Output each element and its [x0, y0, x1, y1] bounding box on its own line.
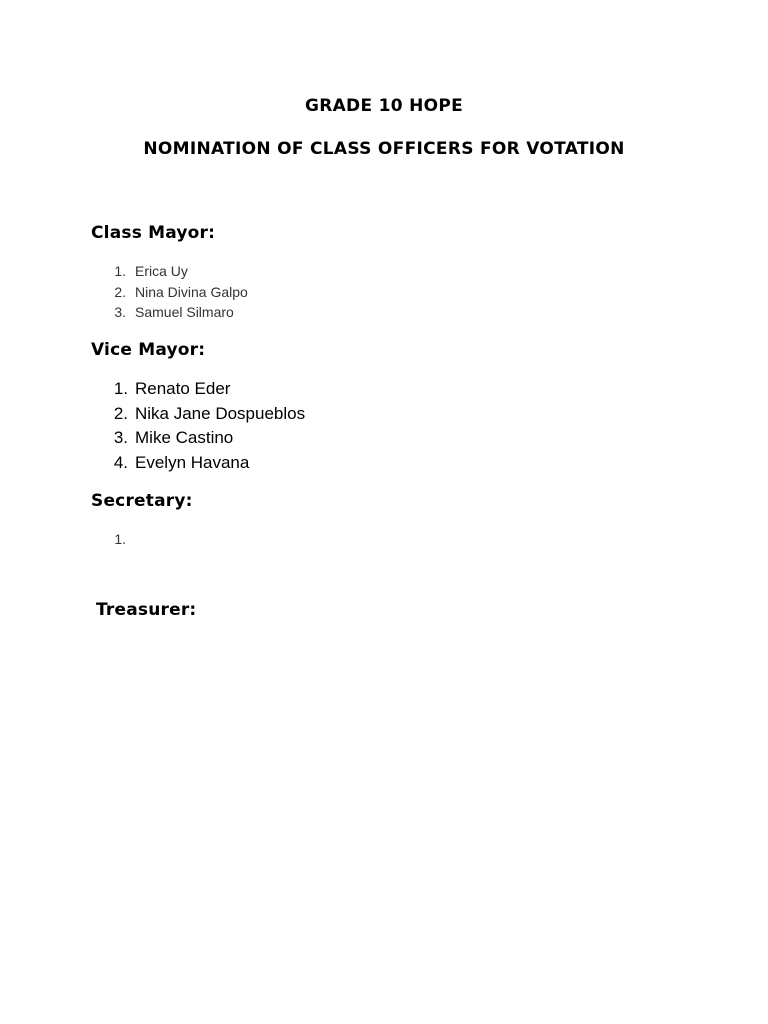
list-item-number: 3. [114, 304, 126, 320]
secretary-heading: Secretary: [91, 491, 193, 511]
treasurer-heading: Treasurer: [96, 600, 197, 620]
nominee-name: Nika Jane Dospueblos [135, 403, 306, 423]
vice-mayor-heading: Vice Mayor: [91, 340, 206, 360]
document-subtitle: NOMINATION OF CLASS OFFICERS FOR VOTATION [143, 139, 625, 159]
list-item-number: 1. [114, 263, 126, 279]
list-item [108, 378, 305, 403]
list-item-number: 4. [113, 452, 128, 472]
secretary-list [108, 530, 135, 550]
list-item-number: 2. [114, 283, 126, 300]
class-mayor-heading: Class Mayor: [91, 223, 216, 243]
list-item [108, 403, 305, 428]
nominee-name: Renato Eder [135, 379, 231, 398]
list-item-number: 3. [113, 428, 128, 447]
list-item [108, 303, 248, 324]
list-item-number: 1. [113, 379, 128, 398]
list-item [108, 452, 305, 477]
class-mayor-list [108, 262, 248, 324]
nominee-name: Mike Castino [135, 428, 234, 447]
list-item [108, 262, 248, 283]
nominee-name: Nina Divina Galpo [135, 283, 248, 300]
nominee-name: Evelyn Havana [135, 452, 250, 472]
list-item [108, 530, 135, 550]
document-title: GRADE 10 HOPE [304, 96, 464, 116]
list-item [108, 283, 248, 304]
nominee-name: Erica Uy [135, 263, 188, 279]
list-item-number: 1. [114, 531, 126, 547]
nominee-name: Samuel Silmaro [135, 304, 234, 320]
list-item [108, 427, 305, 452]
list-item-number: 2. [113, 403, 128, 423]
vice-mayor-list [108, 378, 305, 476]
